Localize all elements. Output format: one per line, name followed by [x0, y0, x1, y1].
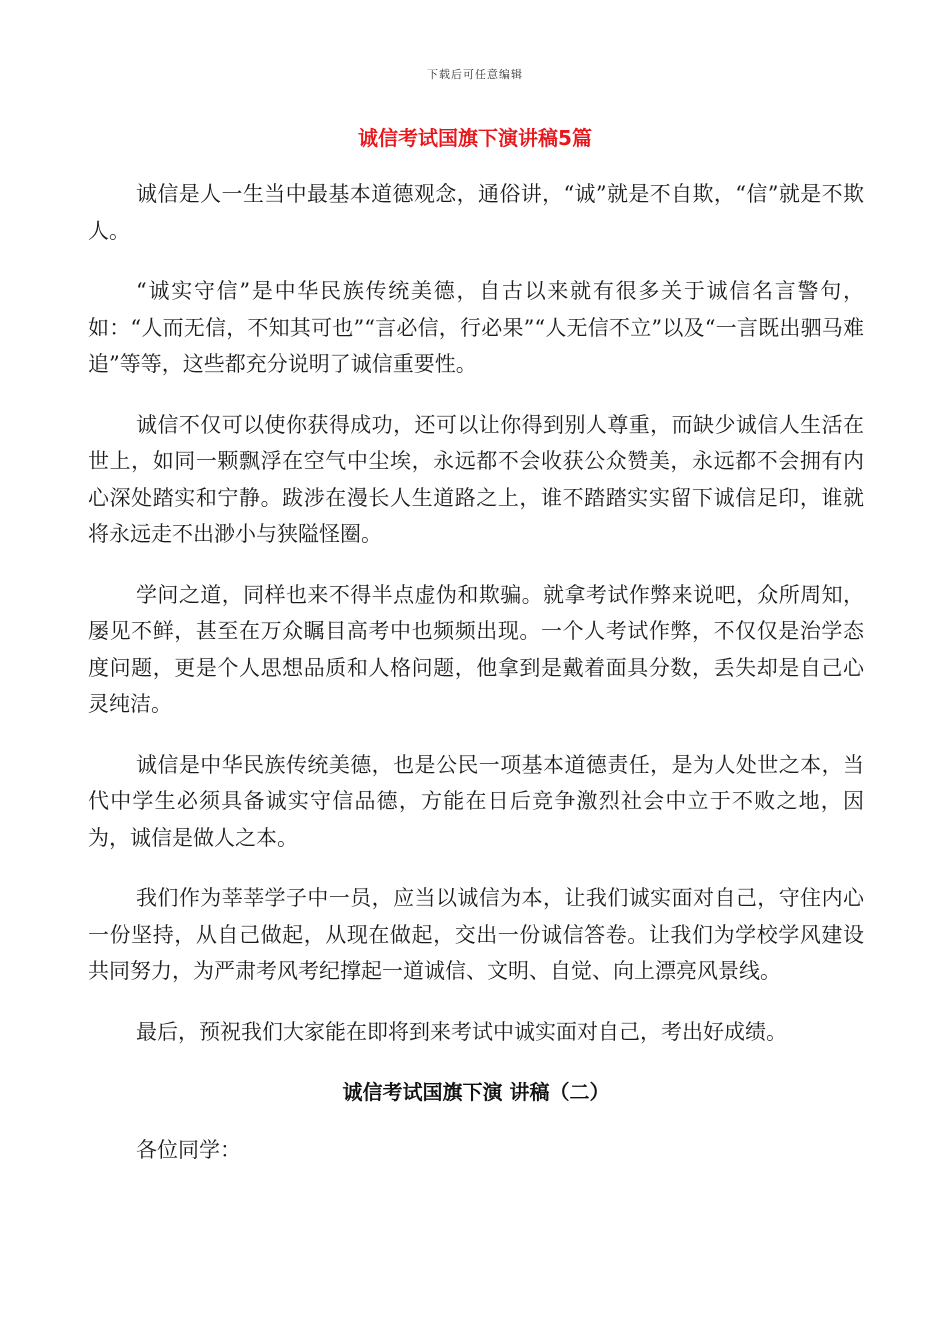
paragraph-6: 我们作为莘莘学子中一员，应当以诚信为本，让我们诚实面对自己，守住内心一份坚持，从自己做起，从现在做起，交出一份诚信答卷。让我们为学校学风建设共同努力，为严肃考风考纪撑起一道诚信、文明、自觉、向上漂亮风景线。: [88, 886, 864, 983]
paragraph-3: 诚信不仅可以使你获得成功，还可以让你得到别人尊重，而缺少诚信人生活在世上，如同一颗飘浮在空气中尘埃，永远都不会收获公众赞美，永远都不会拥有内心深处踏实和宁静。跋涉在漫长人生道路之上，谁不踏踏实实留下诚信足印，谁就将永远走不出渺小与狭隘怪圈。: [88, 412, 864, 546]
paragraph-4: 学问之道，同样也来不得半点虚伪和欺骗。就拿考试作弊来说吧，众所周知，屡见不鲜，甚至在万众瞩目高考中也频频出现。一个人考试作弊，不仅仅是治学态度问题，更是个人思想品质和人格问题，他拿到是戴着面具分数，丢失却是自己心灵纯洁。: [88, 582, 864, 716]
paragraph-5: 诚信是中华民族传统美德，也是公民一项基本道德责任，是为人处世之本，当代中学生必须具备诚实守信品德，方能在日后竞争激烈社会中立于不败之地，因为，诚信是做人之本。: [88, 752, 864, 850]
paragraph-7: 最后，预祝我们大家能在即将到来考试中诚实面对自己，考出好成绩。: [136, 1019, 787, 1044]
greeting: 各位同学：: [136, 1138, 241, 1162]
document-body: [88, 176, 864, 1193]
header-note: 下载后可任意编辑: [427, 68, 523, 81]
section-title-2: 诚信考试国旗下演 讲稿（二）: [342, 1080, 610, 1104]
document-title: 诚信考试国旗下演讲稿5篇: [358, 126, 592, 150]
paragraph-2: “诚实守信”是中华民族传统美德，自古以来就有很多关于诚信名言警句，如：“人而无信，不知其可也”“言必信，行必果”“人无信不立”以及“一言既出驷马难追”等等，这些都充分说明了诚信重要性。: [88, 279, 864, 376]
paragraph-1: 诚信是人一生当中最基本道德观念，通俗讲，“诚”就是不自欺，“信”就是不欺人。: [88, 182, 864, 243]
